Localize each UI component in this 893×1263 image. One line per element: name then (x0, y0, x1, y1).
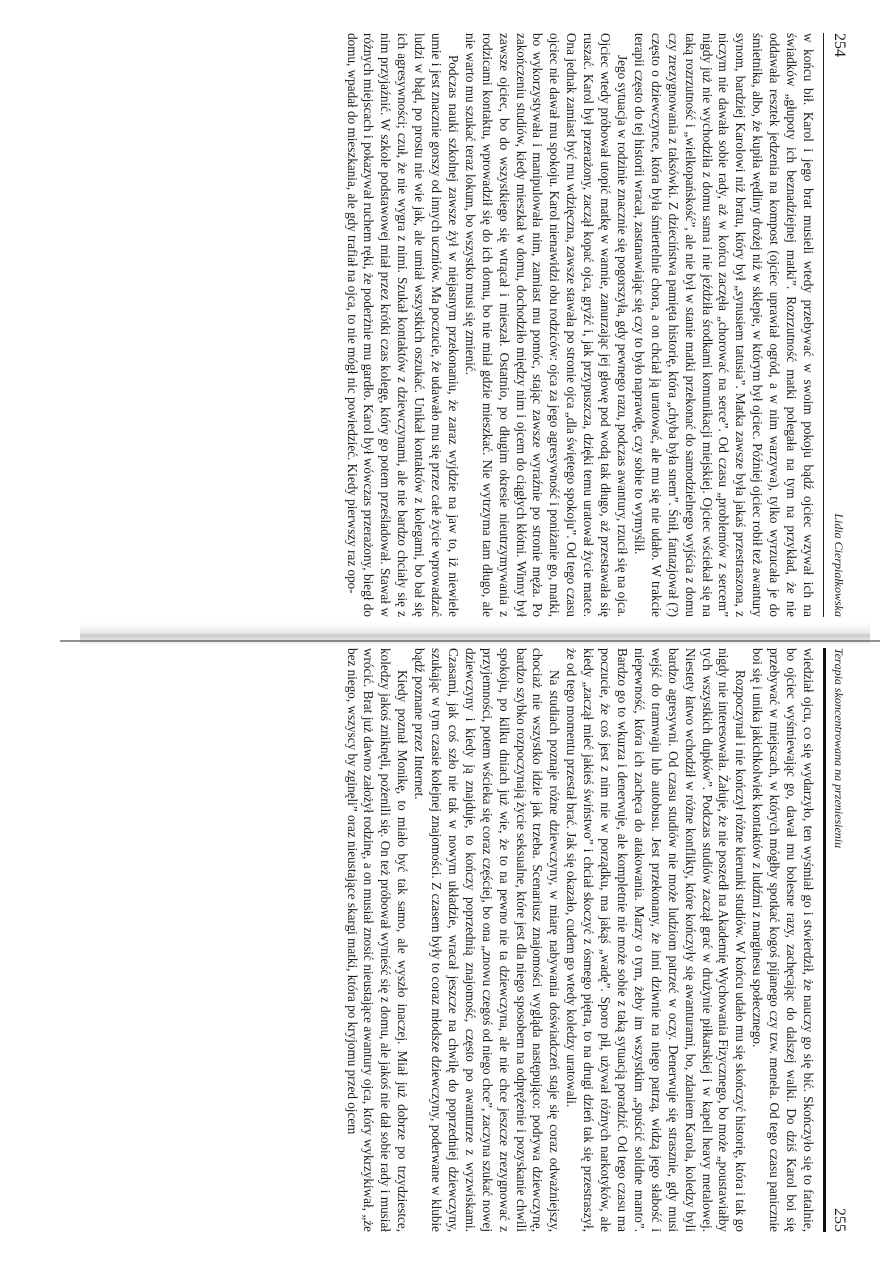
paragraph: wiedział ojcu, co się wydarzyło, ten wyśmiał go i stwierdził, że nauczy go się bić. Skończyło się to fatalnie, bo ojciec wyśmiewając go, dawał mu bolesne razy, zachęcając do dalszej walki. Do dziś Karol boi się przebywać w miejscach, w których mógłby spotkać kogoś pijanego czy tzw. menela. Od tego czasu panicznie boi się i unika jakichkolwiek kontaktów z ludźmi z marginesu społecznego. (750, 648, 816, 1232)
running-head-author: Lidia Cierpiałkowska (832, 513, 846, 617)
paragraph: Rozpoczynał i nie kończył różne kierunki studiów. W końcu udało mu się skończyć historię, która i tak go nigdy nie interesowała. Żałuje, że nie poszedł na Akademię Wychowania Fizycznego, bo może „poustawiałby tych wszystkich dupków”. Podczas studiów zaczął grać w drużynie piłkarskiej i w kapeli heavy metalowej. Niestety łatwo wchodził w różne konflikty, które kończyły się awanturami, bo, zdaniem Karola, koledzy byli bardzo agresywni. Od czasu studiów nie może ludziom patrzeć w oczy. Denerwuje się strasznie, gdy musi wejść do tramwaju lub autobusu. Jest przekonany, że inni dziwnie na niego patrzą, widzą jego słabość i niepewność, która ich zachęca do atakowania. Marzy o tym, żeby im wszystkim „spuścić solidne manto”. Bardzo go to wkurza i denerwuje, ale kompletnie nie może sobie z taką sytuacją poradzić. Od tego czasu ma poczucie, że coś jest z nim nie w porządku, ma jakąś „wadę”. Sporo pił, używał różnych narkotyków, ale kiedy „zaczął mieć jakieś świństwo” i chciał skoczyć z ósmego piętra, to na drugi dzień tak się przestraszył, że od tego momentu przestał brać. Jak się okazało, cudem go wtedy koledzy uratowali. (564, 648, 749, 1232)
page-255 (110, 640, 850, 1240)
page-number: 255 (831, 1208, 848, 1232)
header-rule (823, 648, 826, 1232)
paragraph: Na studiach poznaje różne dziewczyny, w miarę nabywania doświadczeń staje się coraz odważniejszy, chociaż nie wszystko idzie jak trzeba. Scenariusz znajomości wygląda następująco: podrywa dziewczynę, bardzo szybko rozpoczynają życie seksualne, które jest dla niego sposobem na odprężenie i pozyskanie chwili spokoju, po kilku dniach już wie, że to na pewno nie ta dziewczyna, ale nie chce jeszcze zrezygnować z przyjemności, potem wścieka się coraz częściej, bo ona „znowu czegoś od niego chce”, zaczyna szukać nowej dziewczyny i kiedy ją znajduje, to kończy poprzednią znajomość, często po awanturze z wyzwiskami. Czasami, jak coś szło nie tak w nowym układzie, wracał jeszcze na chwilę do poprzedniej dziewczyny, szukając w tym czasie kolejnej znajomości. Z czasem były to coraz młodsze dziewczyny, poderwane w klubie bądź poznane przez Internet. (412, 648, 563, 1232)
page-number: 254 (831, 33, 848, 57)
paragraph: Podczas nauki szkolnej zawsze żył w niejasnym przekonaniu, że zaraz wyjdzie na jaw to, iż niewiele umie i jest znacznie gorszy od innych uczniów. Ma poczucie, że udawało mu się przez całe życie wprowadzać ludzi w błąd, po prostu nie wie jak, ale umiał wszystkich oszukać. Unikał kontaktów z kolegami, bo bał się ich agresywności; czuł, że nie wygra z nimi. Szukał kontaktów z dziewczynami, ale nie bardzo chciały się z nim przyjaźnić. W szkole podstawowej miał przez krótki czas kolegę, który go potem prześladował. Stawał w różnych miejscach i pokazywał ruchem ręki, że poderżnie mu gardło. Karol był wówczas przerażony, biegł do domu, wpadał do mieszkania, ale gdy trafiał na ojca, to nie mógł nic powiedzieć. Kiedy pierwszy raz opo- (344, 33, 461, 617)
paragraph: Kiedy poznał Monikę, to miało być tak samo, ale wyszło inaczej. Miał już dobrze po trzydziestce, koledzy jakoś zniknęli, pożenili się. On też próbował wynieść się z domu, ale jakoś nie dał sobie rady i musiał wrócić. Brat już dawno założył rodzinę, a on musiał znosić nieustające awantury ojca, który wykrzykiwał, „że bez niego, wszyscy by zginęli” oraz nieustające skargi matki, która po kryjomu przed ojcem (344, 648, 411, 1232)
page-254 (110, 25, 850, 625)
paragraph: w końcu bił. Karol i jego brat musieli wtedy przebywać w swoim pokoju bądź ojciec wzywał ich na świadków „głupoty ich beznadziejnej matki”. Rozrzutność matki polegała na tym na przykład, że nie oddawała resztek jedzenia na kompost (ojciec uprawiał ogród, a w nim warzywa), tylko wyrzucała je do śmietnika, albo, że kupiła wędliny drożej niż w sklepie, w którym był ojciec. Później ojciec robił też awantury synom, bardziej Karolowi niż bratu, który był „synusiem tatusia”. Matka zawsze była jakaś przestraszona, z niczym nie dawała sobie rady, aż w końcu zaczęła „chorować na serce”. Od czasu „problemów z sercem” nigdy już nie wychodziła z domu sama i nie jeździła środkami komunikacji miejskiej. Ojciec wściekał się na taką rozrzutność i „wielkopańskość”, ale nie był w stanie matki przekonać do samodzielnego wyjścia z domu czy zrezygnowania z taksówki. Z dzieciństwa pamięta historię, która „chyba była snem”. Śnił, fantazjował (?) często o dziewczynce, która była śmiertelnie chora, a on chciał ją uratować, ale mu się nie udało. W trakcie terapii często do tej historii wracał, zastanawiając się czy to było naprawdę, czy sobie to wymyślił. (631, 33, 816, 617)
header-rule (823, 33, 824, 617)
page-body (114, 33, 816, 617)
page-body (114, 648, 816, 1232)
page-header (828, 648, 848, 1232)
page-header (828, 33, 848, 617)
paragraph: Jego sytuacja w rodzinie znacznie się pogorszyła, gdy pewnego razu, podczas awantury, rzucił się na ojca. Ojciec wtedy próbował utopić matkę w wannie, zanurzając jej głowę pod wodą tak długo, aż przestawała się ruszać. Karol był przerażony, zaczął kopać ojca, gryźć i, jak przypuszcza, dzięki temu uratował życie matce. Ona jednak zamiast być mu wdzięczna, zawsze stawała po stronie ojca „dla świętego spokoju”. Od tego czasu ojciec nie dawał mu spokoju. Karol nienawidzi obu rodziców: ojca za jego agresywność i poniżanie go, matki, bo wykorzystywała i manipulowała nim, zamiast mu pomóc, stając zawsze wyraźnie po stronie męża. Po zakończeniu studiów, kiedy mieszkał w domu, dochodziło między nim i ojcem do ciągłych kłótni. Winny był zawsze ojciec, bo do wszystkiego się wtrącał i mieszał. Ostatnio, po długim okresie nieutrzymywania z rodzicami kontaktu, wprowadził się do ich domu, bo nie miał gdzie mieszkać. Nie wytrzyma tam długo, ale nie warto mu szukać teraz lokum, bo wszystko musi się zmienić. (462, 33, 631, 617)
running-head-title: Terapia skoncentrowana na przeniesieniu (832, 648, 846, 849)
